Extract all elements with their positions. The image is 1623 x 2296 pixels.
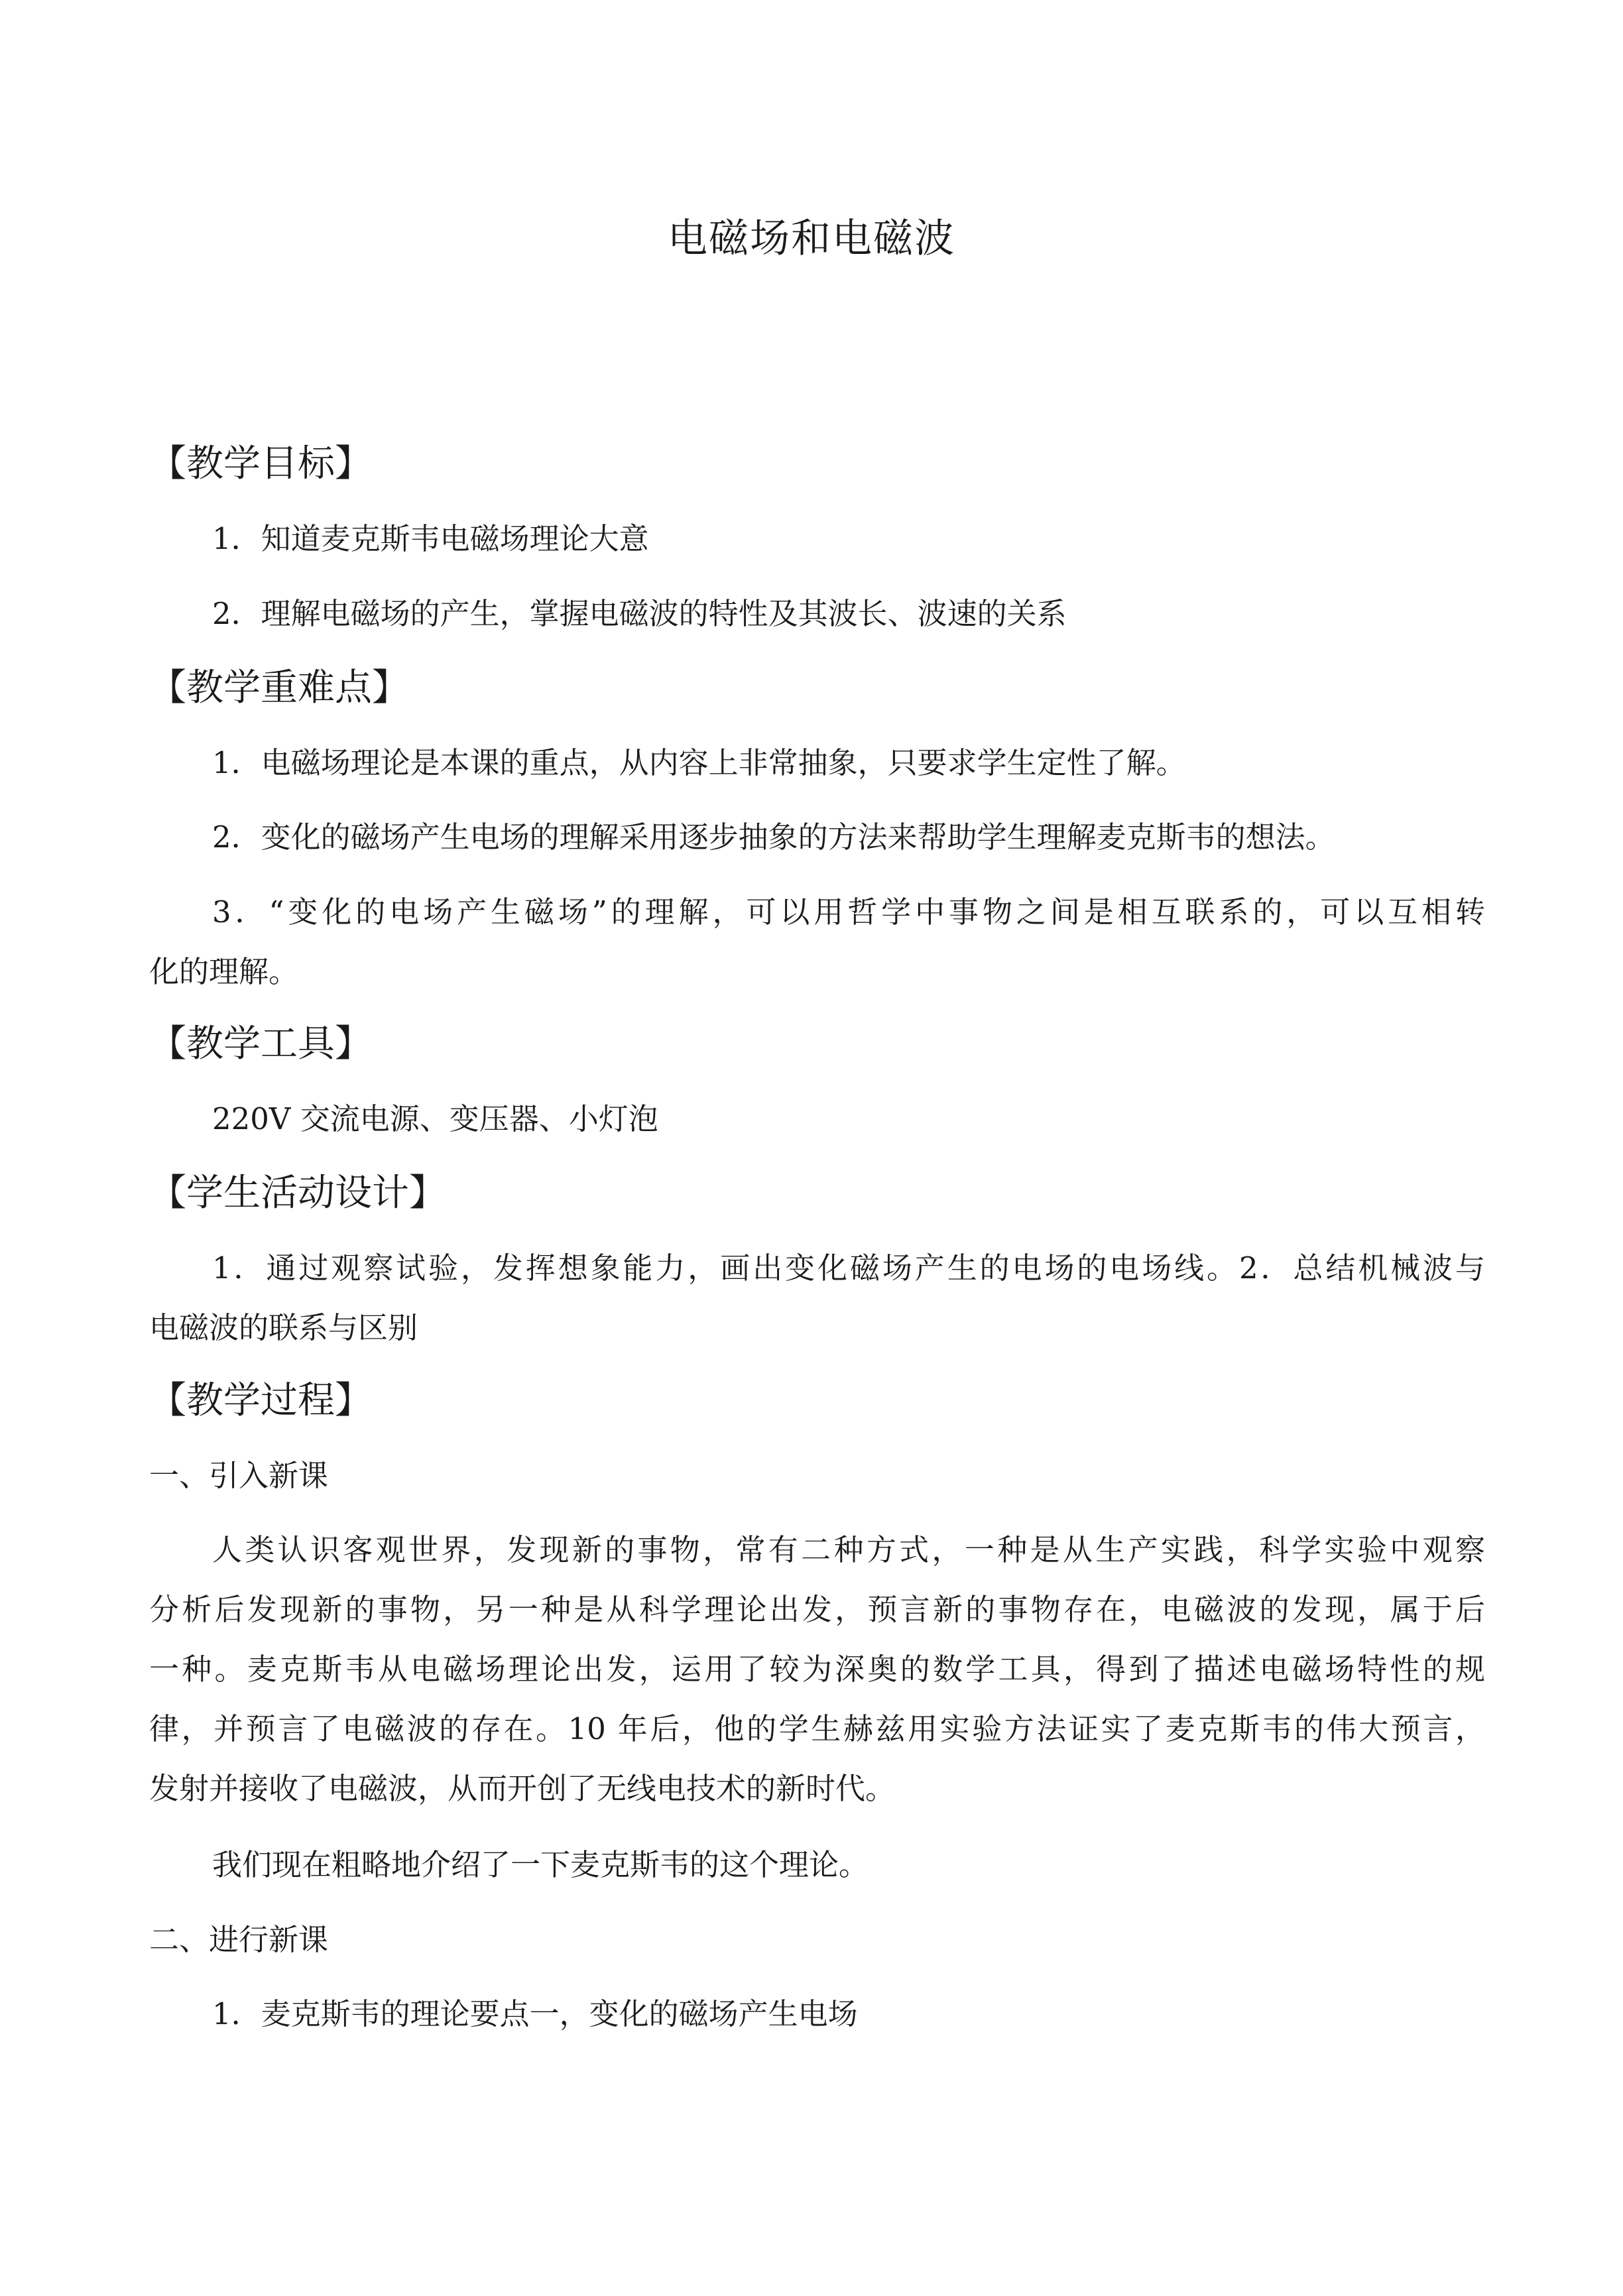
- section-heading-process: 【教学过程】: [149, 1379, 372, 1422]
- key-point-item: 2．变化的磁场产生电场的理解采用逐步抽象的方法来帮助学生理解麦克斯韦的想法。: [212, 819, 1335, 855]
- key-point-item: 1．电磁场理论是本课的重点，从内容上非常抽象，只要求学生定性了解。: [212, 745, 1186, 780]
- key-point-item-continuation: 化的理解。: [149, 954, 299, 989]
- section-heading-goals: 【教学目标】: [149, 442, 372, 485]
- goal-item: 1．知道麦克斯韦电磁场理论大意: [212, 521, 649, 556]
- intro-paragraph-line: 律，并预言了电磁波的存在。10 年后，他的学生赫兹用实验方法证实了麦克斯韦的伟大预言，: [149, 1711, 1485, 1746]
- activities-line: 电磁波的联系与区别: [149, 1310, 418, 1345]
- intro-paragraph-line: 一种。麦克斯韦从电磁场理论出发，运用了较为深奥的数学工具，得到了描述电磁场特性的规: [149, 1652, 1485, 1687]
- tools-text: 220V 交流电源、变压器、小灯泡: [212, 1101, 658, 1136]
- section-heading-key-points: 【教学重难点】: [149, 666, 409, 709]
- goal-item: 2．理解电磁场的产生，掌握电磁波的特性及其波长、波速的关系: [212, 596, 1067, 631]
- intro-paragraph-line: 分析后发现新的事物，另一种是从科学理论出发，预言新的事物存在，电磁波的发现，属于后: [149, 1592, 1485, 1627]
- intro-summary: 我们现在粗略地介绍了一下麦克斯韦的这个理论。: [212, 1847, 869, 1882]
- subsection-heading-intro: 一、引入新课: [149, 1458, 329, 1493]
- key-point-item: 3．“变化的电场产生磁场”的理解，可以用哲学中事物之间是相互联系的，可以互相转: [212, 894, 1485, 930]
- subsection-heading-new-lesson: 二、进行新课: [149, 1922, 329, 1957]
- new-lesson-point: 1．麦克斯韦的理论要点一，变化的磁场产生电场: [212, 1996, 858, 2031]
- section-heading-tools: 【教学工具】: [149, 1022, 372, 1065]
- page-title: 电磁场和电磁波: [668, 215, 955, 262]
- activities-line: 1．通过观察试验，发挥想象能力，画出变化磁场产生的电场的电场线。2．总结机械波与: [212, 1250, 1485, 1286]
- section-heading-activities: 【学生活动设计】: [149, 1172, 446, 1215]
- intro-paragraph-line: 发射并接收了电磁波，从而开创了无线电技术的新时代。: [149, 1771, 896, 1806]
- intro-paragraph-line: 人类认识客观世界，发现新的事物，常有二种方式，一种是从生产实践，科学实验中观察: [212, 1532, 1485, 1567]
